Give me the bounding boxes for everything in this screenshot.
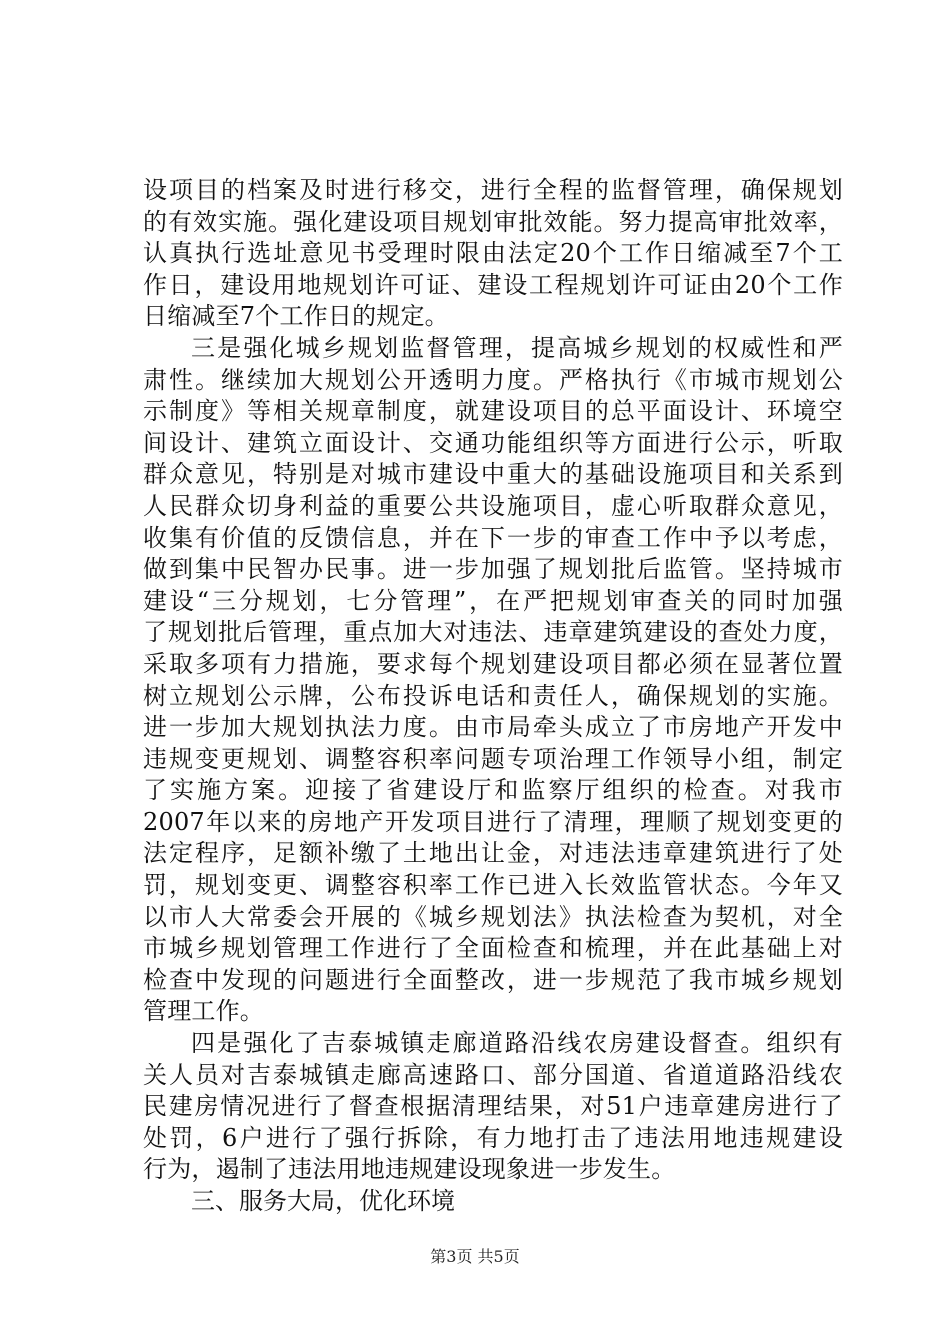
text-line: 日缩减至7个工作日的规定。 (143, 302, 449, 331)
text-line: 民建房情况进行了督查根据清理结果，对51户违章建房进行了 (143, 1092, 843, 1121)
page-number-footer: 第3页 共5页 (430, 1247, 520, 1266)
paragraph-2 (143, 333, 843, 1028)
text-line: 采取多项有力措施，要求每个规划建设项目都必须在显著位置 (143, 649, 843, 678)
text-line: 了规划批后管理，重点加大对违法、违章建筑建设的查处力度， (143, 618, 843, 647)
text-line: 的有效实施。强化建设项目规划审批效能。努力提高审批效率， (143, 207, 843, 236)
document-body (143, 175, 843, 1218)
text-line: 检查中发现的问题进行全面整改，进一步规范了我市城乡规划 (143, 965, 843, 994)
text-line: 管理工作。 (143, 997, 264, 1026)
text-line: 设项目的档案及时进行移交，进行全程的监督管理，确保规划 (143, 176, 843, 204)
text-line: 人民群众切身利益的重要公共设施项目，虚心听取群众意见， (143, 491, 843, 520)
text-line: 做到集中民智办民事。进一步加强了规划批后监管。坚持城市 (143, 555, 843, 584)
text-line: 罚，规划变更、调整容积率工作已进入长效监管状态。今年又 (143, 871, 843, 900)
text-line: 违规变更规划、调整容积率问题专项治理工作领导小组，制定 (143, 744, 843, 773)
paragraph-1 (143, 175, 843, 333)
text-line: 四是强化了吉泰城镇走廊道路沿线农房建设督查。组织有 (191, 1029, 843, 1058)
text-line: 进一步加大规划执法力度。由市局牵头成立了市房地产开发中 (143, 713, 843, 742)
text-line: 关人员对吉泰城镇走廊高速路口、部分国道、省道道路沿线农 (143, 1060, 843, 1089)
text-line: 群众意见，特别是对城市建设中重大的基础设施项目和关系到 (143, 460, 843, 489)
paragraph-3 (143, 1028, 843, 1186)
text-line: 三是强化城乡规划监督管理，提高城乡规划的权威性和严 (191, 333, 843, 362)
text-line: 建设“三分规划，七分管理”，在严把规划审查关的同时加强 (143, 586, 843, 615)
text-line: 以市人大常委会开展的《城乡规划法》执法检查为契机，对全 (143, 902, 843, 931)
text-line: 处罚，6户进行了强行拆除，有力地打击了违法用地违规建设 (143, 1123, 843, 1152)
text-line: 了实施方案。迎接了省建设厅和监察厅组织的检查。对我市 (143, 776, 843, 805)
text-line: 肃性。继续加大规划公开透明力度。严格执行《市城市规划公 (143, 365, 843, 394)
text-line: 间设计、建筑立面设计、交通功能组织等方面进行公示，听取 (143, 428, 843, 457)
text-line: 2007年以来的房地产开发项目进行了清理，理顺了规划变更的 (143, 807, 843, 836)
section-heading: 三、服务大局，优化环境 (191, 1187, 455, 1215)
text-line: 法定程序，足额补缴了土地出让金，对违法违章建筑进行了处 (143, 839, 843, 868)
text-line: 作日，建设用地规划许可证、建设工程规划许可证由20个工作 (143, 270, 843, 299)
text-line: 树立规划公示牌，公布投诉电话和责任人，确保规划的实施。 (143, 681, 843, 710)
text-line: 行为，遏制了违法用地违规建设现象进一步发生。 (143, 1155, 676, 1184)
text-line: 示制度》等相关规章制度，就建设项目的总平面设计、环境空 (143, 397, 843, 426)
text-line: 收集有价值的反馈信息，并在下一步的审查工作中予以考虑， (143, 523, 843, 552)
text-line: 市城乡规划管理工作进行了全面检查和梳理，并在此基础上对 (143, 934, 843, 963)
text-line: 认真执行选址意见书受理时限由法定20个工作日缩减至7个工 (143, 239, 843, 268)
